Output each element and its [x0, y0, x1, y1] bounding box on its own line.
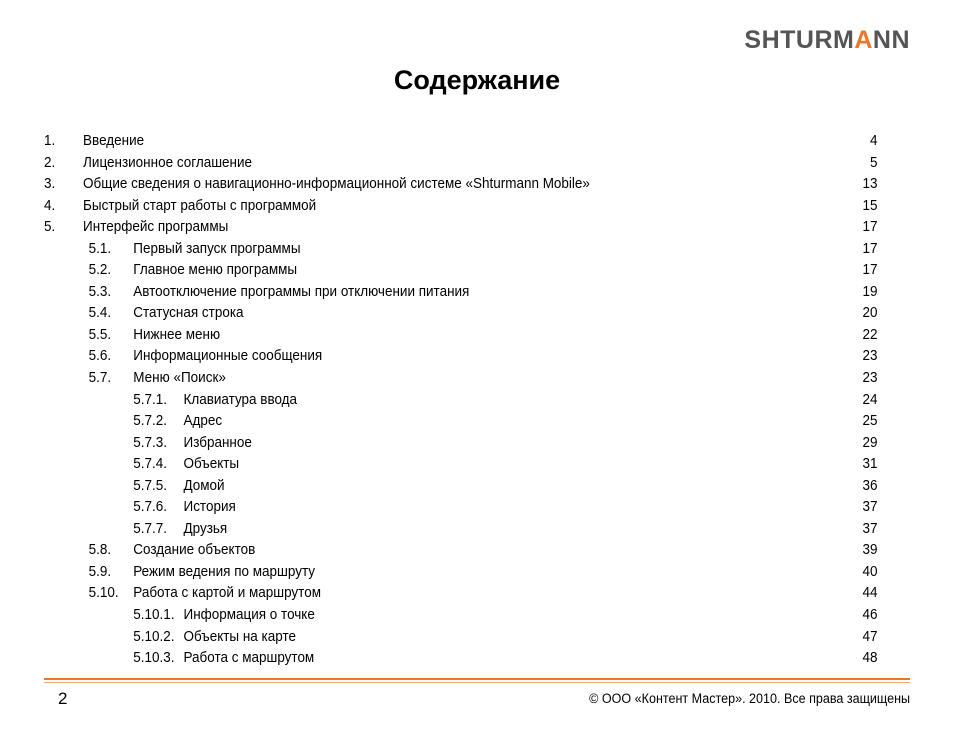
- toc-entry-page: 44: [862, 585, 878, 602]
- toc-entry-title[interactable]: Информационные сообщения: [133, 348, 323, 365]
- toc-entry[interactable]: [44, 648, 878, 670]
- toc-entry-page: 5: [870, 154, 878, 171]
- toc-entry-page: 31: [862, 456, 878, 473]
- toc-entry-number: 5.2.: [88, 262, 112, 279]
- toc-entry[interactable]: [44, 368, 878, 390]
- toc-entry-number: 5.7.6.: [133, 499, 168, 516]
- toc-entry-title[interactable]: Быстрый старт работы с программой: [83, 197, 317, 214]
- toc-entry-number: 5.7.1.: [133, 391, 168, 408]
- toc-entry-page: 19: [862, 283, 878, 300]
- toc-entry[interactable]: [44, 433, 878, 455]
- toc-entry-page: 23: [862, 348, 878, 365]
- toc-entry-page: 29: [862, 434, 878, 451]
- toc-entry[interactable]: [44, 390, 878, 412]
- toc-entry[interactable]: [44, 605, 878, 627]
- toc-entry-number: 5.7.7.: [133, 520, 168, 537]
- toc-entry[interactable]: [44, 217, 878, 239]
- toc-entry-page: 23: [862, 370, 878, 387]
- toc-entry-page: 48: [862, 650, 878, 667]
- logo-main-text: SHTURM: [744, 26, 855, 54]
- toc-entry-title[interactable]: Информация о точке: [183, 607, 315, 624]
- toc-entry-title[interactable]: Интерфейс программы: [83, 219, 229, 236]
- toc-entry[interactable]: [44, 411, 878, 433]
- toc-entry-number: 5.4.: [88, 305, 112, 322]
- toc-entry[interactable]: [44, 454, 878, 476]
- page-title: Содержание: [393, 65, 561, 95]
- toc-entry-page: 4: [870, 133, 878, 149]
- toc-entry-number: 3.: [44, 176, 56, 193]
- toc-entry[interactable]: [44, 497, 878, 519]
- logo-tail-text: NN: [872, 26, 910, 54]
- toc-entry-number: 5.: [44, 219, 56, 236]
- toc-entry-page: 20: [862, 305, 878, 322]
- toc-entry-page: 15: [862, 197, 878, 214]
- toc-entry-page: 40: [862, 563, 878, 580]
- toc-entry-title[interactable]: Автоотключение программы при отключении питания: [133, 283, 470, 300]
- logo-accent-letter: A: [854, 26, 873, 54]
- toc-entry[interactable]: [44, 303, 878, 325]
- toc-entry-number: 2.: [44, 154, 56, 171]
- toc-entry-page: 17: [862, 240, 878, 257]
- toc-entry-page: 47: [862, 628, 878, 645]
- toc-entry-page: 17: [862, 219, 878, 236]
- toc-entry-page: 25: [862, 413, 878, 430]
- toc-entry-title[interactable]: Друзья: [183, 520, 228, 537]
- toc-entry[interactable]: [44, 131, 878, 153]
- toc-entry[interactable]: [44, 346, 878, 368]
- toc-entry-title[interactable]: Режим ведения по маршруту: [133, 563, 316, 580]
- toc-entry-title[interactable]: Объекты: [183, 456, 240, 473]
- toc-entry-title[interactable]: Нижнее меню: [133, 326, 221, 343]
- toc-entry-number: 5.7.: [88, 370, 112, 387]
- toc-entry-title[interactable]: Введение: [83, 133, 145, 149]
- toc-entry-number: 5.7.4.: [133, 456, 168, 473]
- toc-entry[interactable]: [44, 260, 878, 282]
- toc-entry-title[interactable]: Адрес: [183, 413, 223, 430]
- toc-entry[interactable]: [44, 282, 878, 304]
- toc-entry-title[interactable]: Первый запуск программы: [133, 240, 301, 257]
- toc-entry-number: 5.3.: [88, 283, 112, 300]
- toc-entry-number: 5.9.: [88, 563, 112, 580]
- toc-entry-title[interactable]: Главное меню программы: [133, 262, 298, 279]
- table-of-contents: [44, 131, 910, 670]
- toc-entry-title[interactable]: Клавиатура ввода: [183, 391, 298, 408]
- toc-entry-number: 5.5.: [88, 326, 112, 343]
- toc-entry-title[interactable]: Меню «Поиск»: [133, 370, 226, 387]
- toc-entry-title[interactable]: История: [183, 499, 236, 516]
- toc-entry-number: 5.10.3.: [133, 650, 175, 667]
- toc-entry-number: 5.8.: [88, 542, 112, 559]
- toc-entry-title[interactable]: Работа с картой и маршрутом: [133, 585, 321, 602]
- toc-entry-number: 5.10.2.: [133, 628, 175, 645]
- toc-entry-title[interactable]: Работа с маршрутом: [183, 650, 315, 667]
- toc-entry-title[interactable]: Создание объектов: [133, 542, 256, 559]
- toc-entry-page: 39: [862, 542, 878, 559]
- toc-entry-number: 1.: [44, 133, 56, 149]
- page-number: 2: [58, 689, 68, 708]
- toc-entry[interactable]: [44, 153, 878, 175]
- toc-entry-title[interactable]: Домой: [183, 477, 225, 494]
- toc-entry[interactable]: [44, 583, 878, 605]
- shturmann-logo: [744, 26, 910, 54]
- toc-entry-page: 22: [862, 326, 878, 343]
- toc-entry-number: 5.1.: [88, 240, 112, 257]
- toc-entry[interactable]: [44, 562, 878, 584]
- toc-entry-title[interactable]: Избранное: [183, 434, 252, 451]
- toc-entry-number: 5.7.3.: [133, 434, 168, 451]
- toc-entry-number: 5.6.: [88, 348, 112, 365]
- toc-entry[interactable]: [44, 239, 878, 261]
- toc-entry-page: 36: [862, 477, 878, 494]
- toc-entry-title[interactable]: Статусная строка: [133, 305, 244, 322]
- footer-divider-thin: [44, 682, 910, 683]
- toc-entry-number: 5.10.: [88, 585, 119, 602]
- toc-entry-page: 46: [862, 607, 878, 624]
- toc-entry[interactable]: [44, 196, 878, 218]
- toc-entry[interactable]: [44, 476, 878, 498]
- toc-entry[interactable]: [44, 325, 878, 347]
- toc-entry-number: 5.10.1.: [133, 607, 175, 624]
- copyright-notice: © ООО «Контент Мастер». 2010. Все права защищены: [589, 691, 910, 706]
- toc-entry-page: 37: [862, 520, 878, 537]
- toc-entry-number: 5.7.5.: [133, 477, 168, 494]
- toc-entry-page: 37: [862, 499, 878, 516]
- toc-entry-number: 5.7.2.: [133, 413, 168, 430]
- toc-entry-page: 17: [862, 262, 878, 279]
- toc-entry-title[interactable]: Лицензионное соглашение: [83, 154, 253, 171]
- toc-entry-number: 4.: [44, 197, 56, 214]
- toc-entry-page: 13: [862, 176, 878, 193]
- toc-entry[interactable]: [44, 540, 878, 562]
- toc-entry-page: 24: [862, 391, 878, 408]
- toc-entry-title[interactable]: Общие сведения о навигационно-информационной системе «Shturmann Mobile»: [83, 176, 590, 193]
- toc-entry[interactable]: [44, 174, 878, 196]
- toc-entry[interactable]: [44, 627, 878, 649]
- toc-entry[interactable]: [44, 519, 878, 541]
- toc-entry-title[interactable]: Объекты на карте: [183, 628, 296, 645]
